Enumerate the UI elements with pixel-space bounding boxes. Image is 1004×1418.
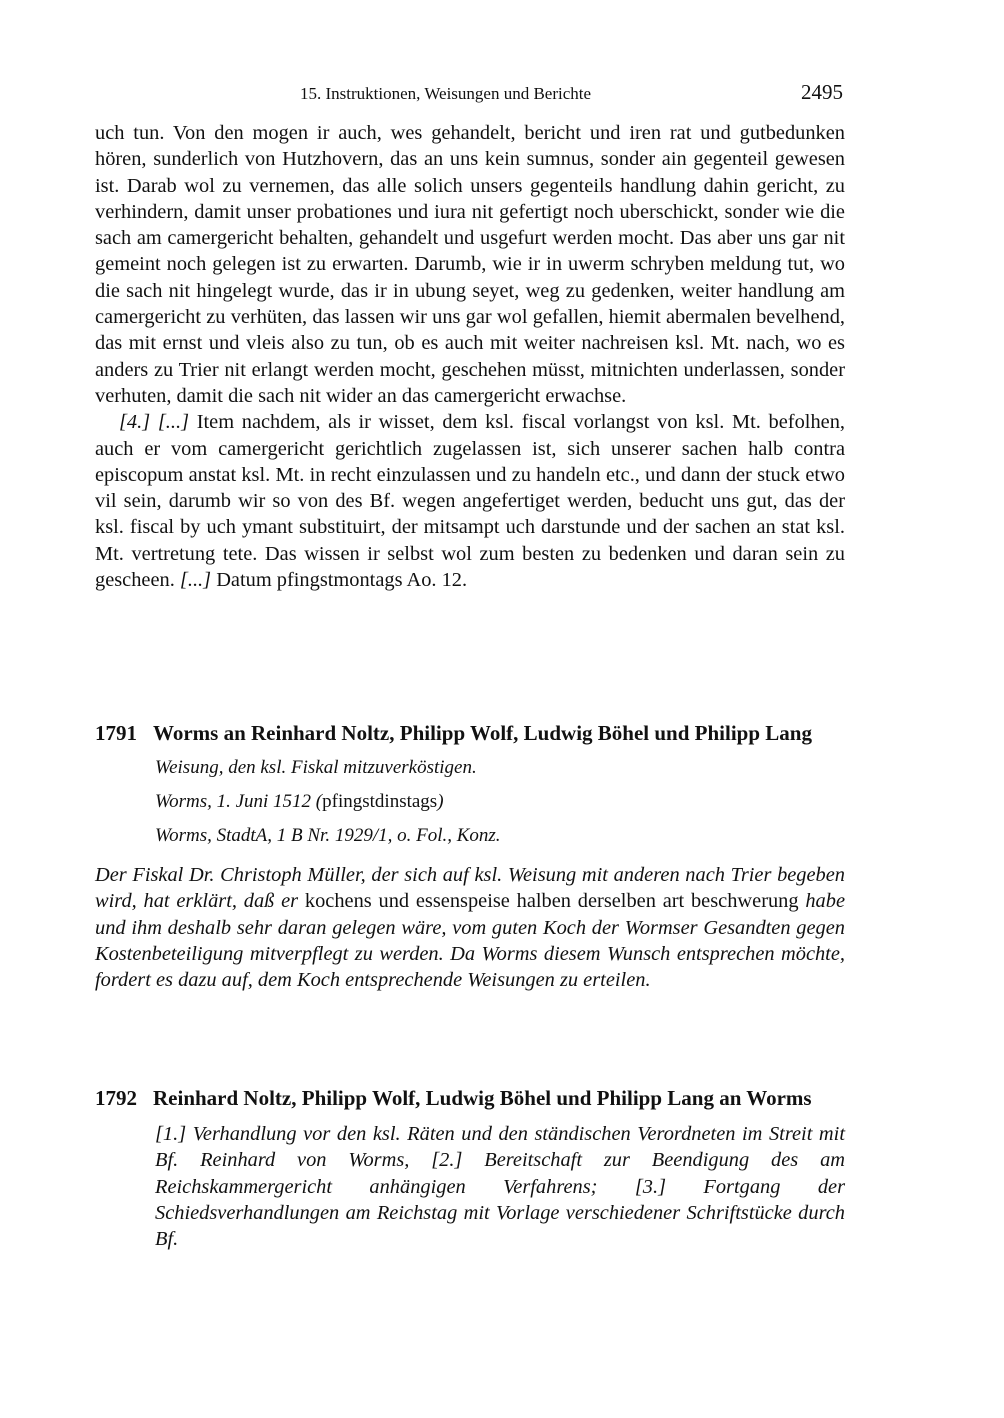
document-regest: Weisung, den ksl. Fiskal mitzuverköstigen.	[155, 757, 477, 778]
document-title: Worms an Reinhard Noltz, Philipp Wolf, Ludwig Böhel und Philipp Lang	[153, 721, 812, 745]
document-heading	[95, 720, 845, 746]
document-number: 1792	[95, 1086, 137, 1110]
paragraph: [4.] [...] Item nachdem, als ir wisset, dem ksl. fiscal vorlangst von ksl. Mt. befolhen, auch er vom camergericht gerichtlich zugelassen ist, sich unserer sachen halb contra episcopum anstat ksl. Mt. in recht einzulassen und zu handeln etc., und dann der stuck etwo vil sein, darumb wir so von des Bf. wegen angefertiget werden, beducht uns gut, das der ksl. fiscal by uch ymant substituirt, der mitsampt uch darstunde und der sachen an stat ksl. Mt. vertretung tete. Das wissen ir selbst wol zum besten zu bedenken und daran sein zu gescheen. [...] Datum pfingstmontags Ao. 12.	[95, 411, 845, 592]
page-number: 2495	[801, 80, 843, 104]
editorial-marker: [4.] [...]	[119, 411, 190, 434]
document-title: Reinhard Noltz, Philipp Wolf, Ludwig Böhel und Philipp Lang an Worms	[153, 1086, 812, 1110]
document-summary: Der Fiskal Dr. Christoph Müller, der sich auf ksl. Weisung mit anderen nach Trier begeben wird, hat erklärt, daß er kochens und essenspeise halben derselben art beschwerung habe und ihm deshalb sehr daran gelegen wäre, vom guten Koch der Wormser Gesandten gegen Kostenbeteiligung mitverpflegt zu werden. Da Worms diesem Wunsch entsprechen möchte, fordert es dazu auf, dem Koch entsprechende Weisungen zu erteilen.	[95, 864, 845, 992]
source-quote: kochens und essenspeise halben derselben art beschwerung	[304, 890, 799, 913]
document-regest: [1.] Verhandlung vor den ksl. Räten und den ständischen Verordneten im Streit mit Bf. Reinhard von Worms, [2.] Bereitschaft zur Beendigung des am Reichskammergericht anhängigen Verfahrens; [3.] Fortgang der Schiedsverhandlungen am Reichstag mit Vorlage verschiedener Schriftstücke durch Bf.	[155, 1123, 845, 1251]
document-archive-reference: Worms, StadtA, 1 B Nr. 1929/1, o. Fol., Konz.	[155, 825, 501, 846]
document-entry-1791	[95, 720, 845, 993]
document-heading	[95, 1085, 845, 1111]
omission-marker: [...]	[179, 569, 212, 592]
running-head	[95, 80, 845, 106]
continued-document-text	[95, 120, 845, 593]
document-entry-1792	[95, 1085, 845, 1252]
paragraph: uch tun. Von den mogen ir auch, wes gehandelt, bericht und iren rat und gutbedunken hören, sunderlich von Hutzhovern, das an uns kein sumnus, sonder ain gegenteil gewesen ist. Darab wol zu vernemen, das alle solich unsers gegenteils handlung dahin gericht, zu verhindern, damit unser probationes und iura nit gefertigt noch uberschickt, sonder wie die sach am camergericht behalten, gehandelt und usgefurt werden mocht. Das aber uns gar nit gemeint noch gelegen ist zu erwarten. Darumb, wie ir in uwerm schryben meldung tut, wo die sach nit hingelegt wurde, das ir in ubung seyet, weg zu gedenken, weiter handlung am camergericht zu verhüten, das lassen wir uns gar wol gefallen, hiemit abermalen bevelhend, das mit ernst und vleis also zu tun, ob es auch mit weiter nachreisen ksl. Mt. nach, wo es anders zu Trier nit erlangt werden mocht, geschehen müsst, mitnichten underlassen, sonder verhuten, damit die sach nit wider an das camergericht erwachse.	[95, 122, 845, 407]
document-date: Worms, 1. Juni 1512 (pfingstdinstags)	[155, 791, 444, 812]
document-number: 1791	[95, 721, 137, 745]
document-metadata	[155, 756, 845, 848]
running-title: 15. Instruktionen, Weisungen und Berichte	[300, 84, 592, 103]
